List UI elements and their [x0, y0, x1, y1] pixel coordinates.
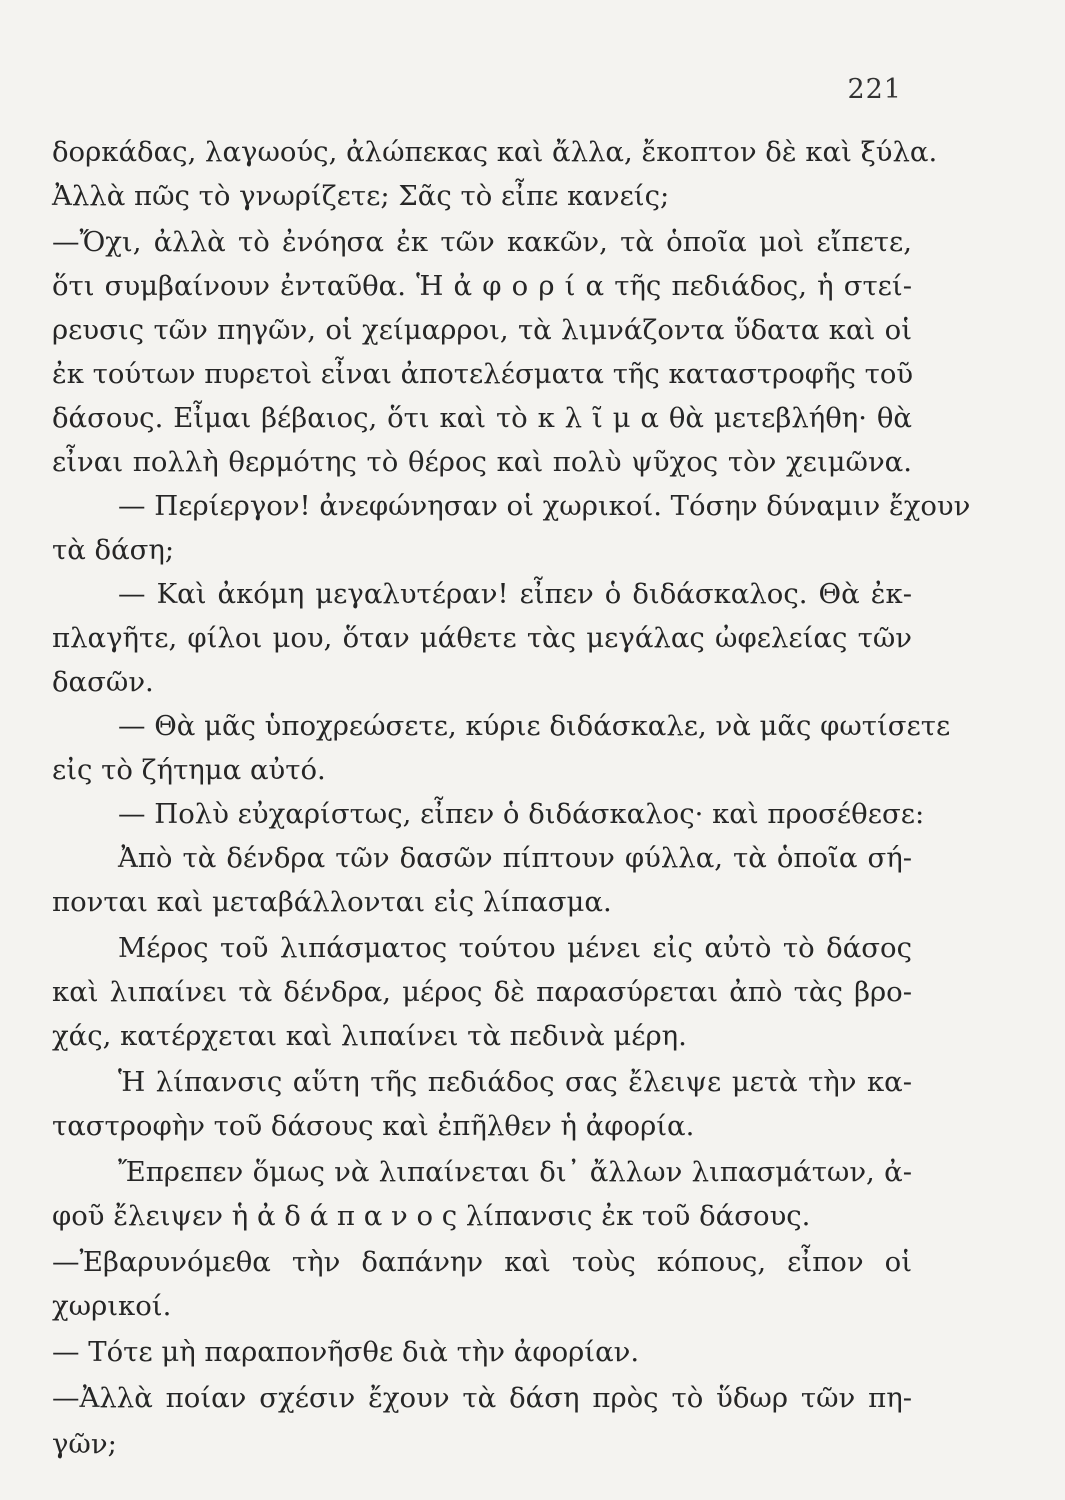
text-line: πονται καὶ μεταβάλλονται εἰς λίπασμα.	[52, 886, 612, 918]
text-line: Ἀλλὰ πῶς τὸ γνωρίζετε; Σᾶς τὸ εἶπε κανείς;	[52, 180, 670, 212]
text-line: ὅτι συμβαίνουν ἐνταῦθα. Ἡ ἀ φ ο ρ ί α τῆς πεδιάδος, ἡ στεί-	[52, 270, 912, 302]
text-line: ἐκ τούτων πυρετοὶ εἶναι ἀποτελέσματα τῆς καταστροφῆς τοῦ	[52, 358, 914, 390]
text-line: ρευσις τῶν πηγῶν, οἱ χείμαρροι, τὰ λιμνάζοντα ὕδατα καὶ οἱ	[52, 314, 912, 346]
text-line: —Ὄχι, ἀλλὰ τὸ ἐνόησα ἐκ τῶν κακῶν, τὰ ὁποῖα μοὶ εἴπετε,	[52, 226, 912, 258]
text-line: —Ἐβαρυνόμεθα τὴν δαπάνην καὶ τοὺς κόπους, εἶπον οἱ	[52, 1246, 912, 1278]
text-line: —Ἀλλὰ ποίαν σχέσιν ἔχουν τὰ δάση πρὸς τὸ ὕδωρ τῶν πη-	[52, 1382, 912, 1414]
text-line: Ἡ λίπανσις αὕτη τῆς πεδιάδος σας ἔλειψε μετὰ τὴν κα-	[118, 1066, 912, 1098]
text-line: δασῶν.	[52, 666, 154, 698]
text-line: γῶν;	[52, 1428, 117, 1460]
text-line: δορκάδας, λαγωούς, ἀλώπεκας καὶ ἄλλα, ἔκοπτον δὲ καὶ ξύλα.	[52, 136, 938, 168]
text-line: — Θὰ μᾶς ὑποχρεώσετε, κύριε διδάσκαλε, νὰ μᾶς φωτίσετε	[118, 710, 951, 742]
text-line: πλαγῆτε, φίλοι μου, ὅταν μάθετε τὰς μεγάλας ὠφελείας τῶν	[52, 622, 912, 654]
text-line: χωρικοί.	[52, 1290, 172, 1322]
text-line: δάσους. Εἶμαι βέβαιος, ὅτι καὶ τὸ κ λ ῖ μ α θὰ μετεβλήθη· θὰ	[52, 402, 912, 434]
text-line: — Περίεργον! ἀνεφώνησαν οἱ χωρικοί. Τόσην δύναμιν ἔχουν	[118, 490, 971, 522]
text-line: εἰς τὸ ζήτημα αὐτό.	[52, 754, 326, 786]
text-line: Ἀπὸ τὰ δένδρα τῶν δασῶν πίπτουν φύλλα, τὰ ὁποῖα σή-	[118, 842, 912, 874]
text-line: φοῦ ἔλειψεν ἡ ἀ δ ά π α ν ο ς λίπανσις ἐκ τοῦ δάσους.	[52, 1200, 811, 1232]
text-line: εἶναι πολλὴ θερμότης τὸ θέρος καὶ πολὺ ψῦχος τὸν χειμῶνα.	[52, 446, 912, 478]
text-line: Μέρος τοῦ λιπάσματος τούτου μένει εἰς αὐτὸ τὸ δάσος	[118, 932, 912, 964]
text-line: — Τότε μὴ παραπονῆσθε διὰ τὴν ἀφορίαν.	[52, 1336, 640, 1368]
text-line: τὰ δάση;	[52, 534, 175, 566]
text-line: χάς, κατέρχεται καὶ λιπαίνει τὰ πεδινὰ μέρη.	[52, 1020, 687, 1052]
text-line: ταστροφὴν τοῦ δάσους καὶ ἐπῆλθεν ἡ ἀφορία.	[52, 1110, 695, 1142]
text-line: — Πολὺ εὐχαρίστως, εἶπεν ὁ διδάσκαλος· καὶ προσέθεσε:	[118, 798, 925, 830]
page-number: 221	[847, 74, 902, 105]
text-line: Ἔπρεπεν ὅμως νὰ λιπαίνεται δι᾽ ἄλλων λιπασμάτων, ἀ-	[118, 1156, 912, 1188]
text-line: — Καὶ ἀκόμη μεγαλυτέραν! εἶπεν ὁ διδάσκαλος. Θὰ ἐκ-	[118, 578, 912, 610]
text-line: καὶ λιπαίνει τὰ δένδρα, μέρος δὲ παρασύρεται ἀπὸ τὰς βρο-	[52, 976, 912, 1008]
